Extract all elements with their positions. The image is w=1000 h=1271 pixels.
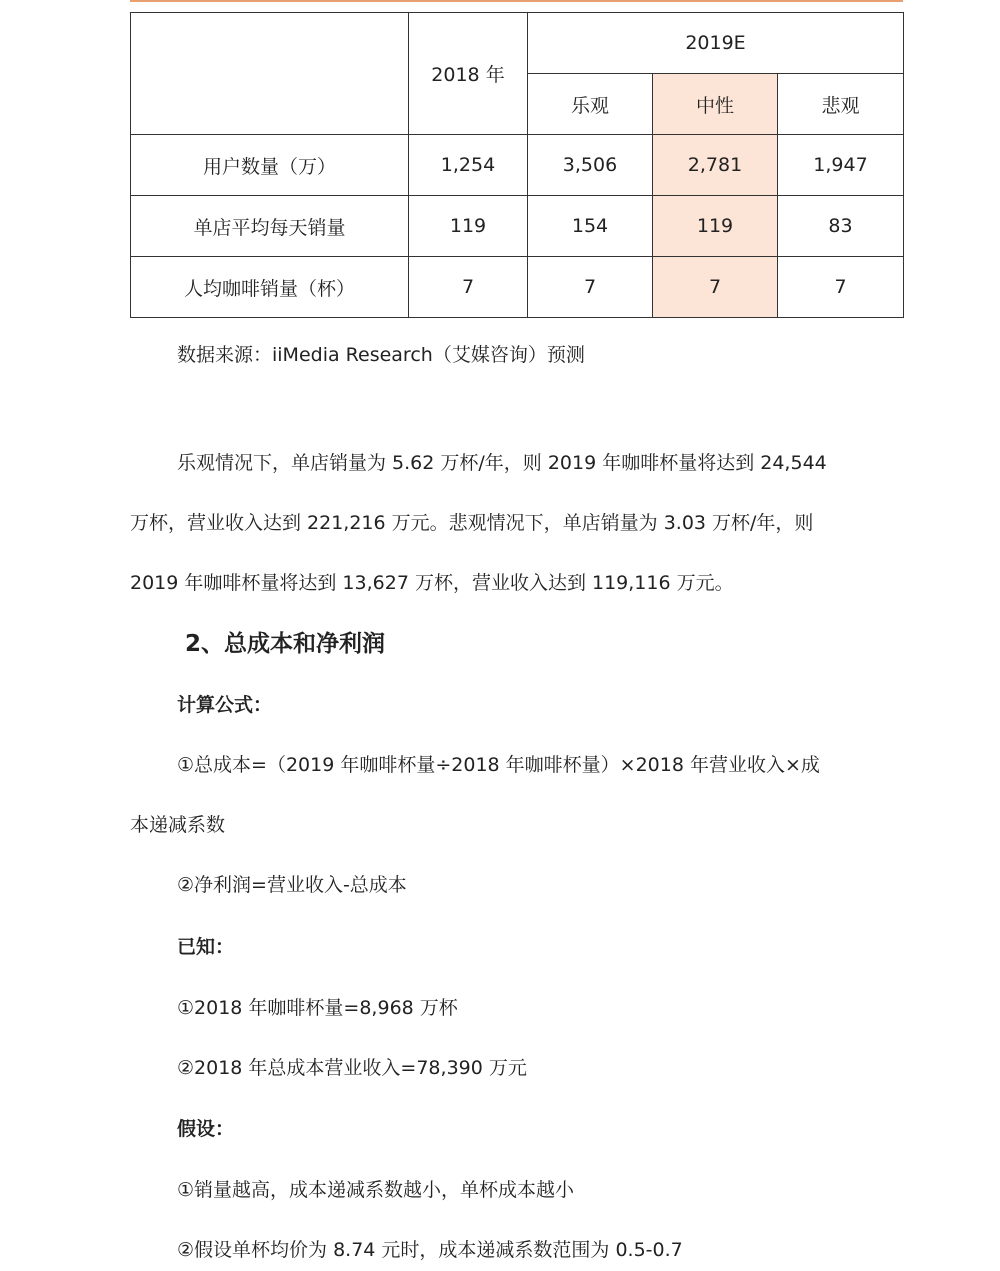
table-row (131, 257, 904, 318)
formula-2: ②净利润=营业收入-总成本 (177, 874, 407, 896)
paragraph-line-1: 乐观情况下，单店销量为 5.62 万杯/年，则 2019 年咖啡杯量将达到 24,544 (177, 452, 827, 474)
cell-neutral: 7 (653, 257, 778, 318)
cell-optimistic: 3,506 (528, 135, 653, 196)
table-row (131, 196, 904, 257)
assume-label: 假设： (177, 1118, 235, 1140)
cell-neutral: 119 (653, 196, 778, 257)
cell-optimistic: 154 (528, 196, 653, 257)
section-heading: 2、总成本和净利润 (185, 631, 386, 657)
assume-1: ①销量越高，成本递减系数越小，单杯成本越小 (177, 1179, 575, 1201)
cell-2018: 1,254 (409, 135, 528, 196)
assume-2: ②假设单杯均价为 8.74 元时，成本递减系数范围为 0.5-0.7 (177, 1239, 683, 1261)
header-2019e: 2019E (528, 13, 904, 74)
cell-neutral: 2,781 (653, 135, 778, 196)
formula-1-line-2: 本递减系数 (130, 814, 226, 836)
header-2018: 2018 年 (409, 13, 528, 135)
known-2: ②2018 年总成本营业收入=78,390 万元 (177, 1057, 527, 1079)
formula-label: 计算公式： (177, 694, 273, 716)
paragraph-line-3: 2019 年咖啡杯量将达到 13,627 万杯，营业收入达到 119,116 万元。 (130, 572, 734, 594)
data-source-note: 数据来源：iiMedia Research（艾媒咨询）预测 (177, 344, 585, 366)
paragraph-line-2: 万杯，营业收入达到 221,216 万元。悲观情况下，单店销量为 3.03 万杯/年，则 (130, 512, 814, 534)
known-1: ①2018 年咖啡杯量=8,968 万杯 (177, 997, 458, 1019)
table-header-row (131, 13, 904, 74)
subheader-neutral: 中性 (653, 74, 778, 135)
formula-1-line-1: ①总成本=（2019 年咖啡杯量÷2018 年咖啡杯量）×2018 年营业收入×成 (177, 754, 820, 776)
table-corner-cell (131, 13, 409, 135)
table-row (131, 135, 904, 196)
row-label: 单店平均每天销量 (131, 196, 409, 257)
cell-pessimistic: 1,947 (778, 135, 904, 196)
row-label: 人均咖啡销量（杯） (131, 257, 409, 318)
cell-pessimistic: 83 (778, 196, 904, 257)
subheader-optimistic: 乐观 (528, 74, 653, 135)
subheader-pessimistic: 悲观 (778, 74, 904, 135)
cell-pessimistic: 7 (778, 257, 904, 318)
forecast-table (130, 12, 904, 318)
top-rule (130, 0, 903, 2)
cell-optimistic: 7 (528, 257, 653, 318)
cell-2018: 119 (409, 196, 528, 257)
cell-2018: 7 (409, 257, 528, 318)
known-label: 已知： (177, 936, 235, 958)
row-label: 用户数量（万） (131, 135, 409, 196)
